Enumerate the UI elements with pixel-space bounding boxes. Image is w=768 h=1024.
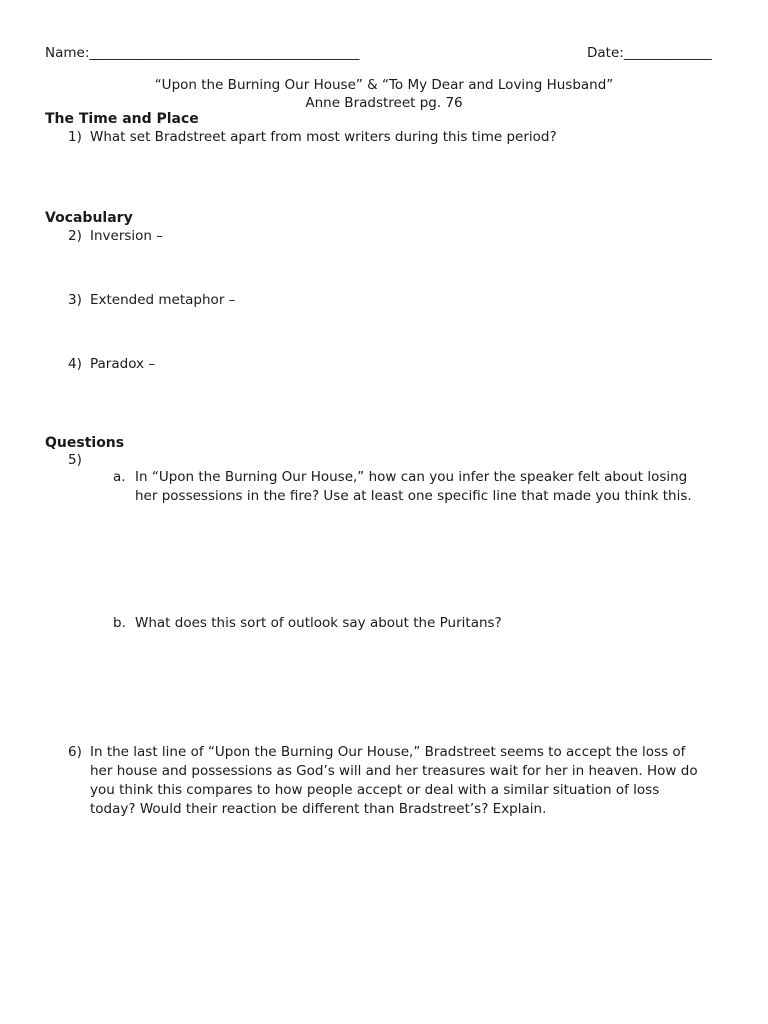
question-number-3: 3) (68, 292, 82, 308)
question-number-1: 1) (68, 129, 82, 145)
question-6-line-4: today? Would their reaction be different than Bradstreet’s? Explain. (90, 801, 547, 817)
question-number-4: 4) (68, 356, 82, 372)
question-2-text: Inversion – (90, 228, 164, 244)
question-6-line-1: In the last line of “Upon the Burning Our House,” Bradstreet seems to accept the loss of (90, 744, 686, 760)
question-4-text: Paradox – (90, 356, 156, 372)
question-6-line-3: you think this compares to how people accept or deal with a similar situation of loss (90, 782, 660, 798)
section-heading-time-place: The Time and Place (45, 111, 199, 127)
question-6-line-2: her house and possessions as God’s will and her treasures wait for her in heaven. How do (90, 763, 698, 779)
section-heading-vocabulary: Vocabulary (45, 210, 133, 226)
question-number-2: 2) (68, 228, 82, 244)
question-1-text: What set Bradstreet apart from most writers during this time period? (90, 129, 557, 145)
date-field-label: Date:_____________ (587, 45, 712, 61)
section-heading-questions: Questions (45, 435, 125, 451)
question-5b-letter: b. (113, 615, 126, 631)
question-5a-line-2: her possessions in the fire? Use at least one specific line that made you think this. (135, 488, 692, 504)
worksheet-title: “Upon the Burning Our House” & “To My Dear and Loving Husband” (154, 77, 614, 93)
question-5a-line-1: In “Upon the Burning Our House,” how can you infer the speaker felt about losing (135, 469, 688, 485)
question-5b-text: What does this sort of outlook say about the Puritans? (135, 615, 502, 631)
question-5a-letter: a. (113, 469, 126, 485)
worksheet-subtitle: Anne Bradstreet pg. 76 (305, 95, 463, 111)
name-field-label: Name:________________________________________ (45, 45, 360, 61)
question-number-6: 6) (68, 744, 82, 760)
question-number-5: 5) (68, 452, 82, 468)
question-3-text: Extended metaphor – (90, 292, 236, 308)
